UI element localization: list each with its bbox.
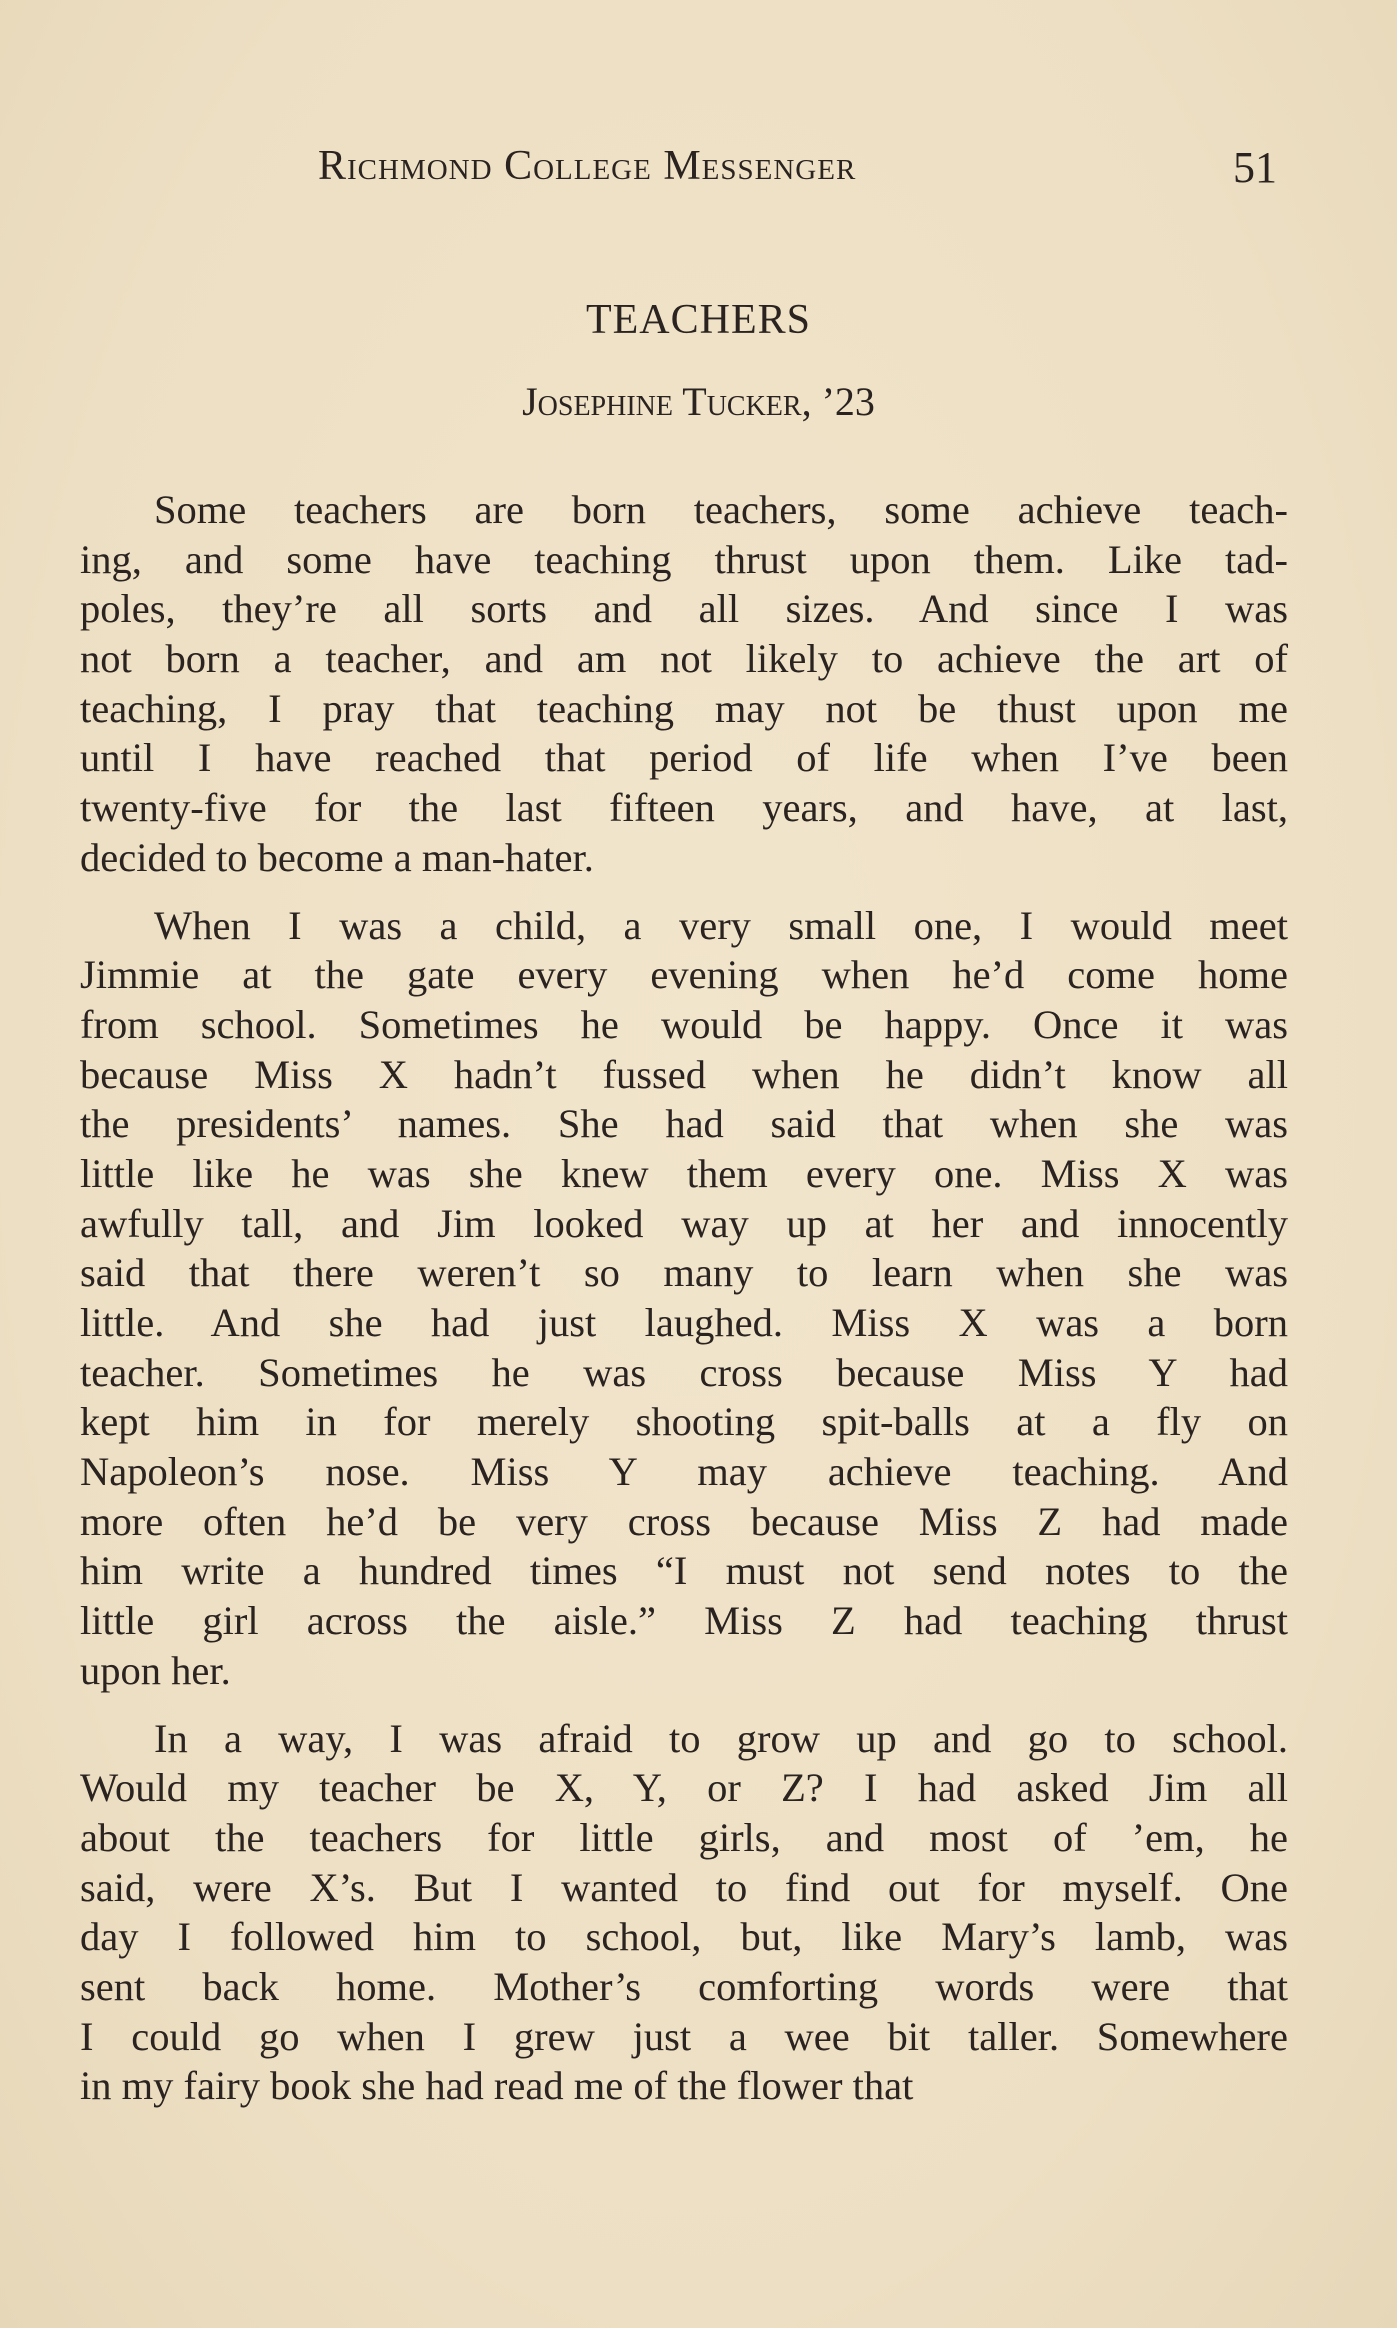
text-line: said that there weren’t so many to learn when she was xyxy=(80,1250,1288,1296)
text-line: Some teachers are born teachers, some achieve teach- xyxy=(154,487,1288,532)
text-line: because Miss X hadn’t fussed when he didn’t know all xyxy=(80,1051,1288,1097)
article-title: TEACHERS xyxy=(585,297,811,343)
text-line: until I have reached that period of life when I’ve been xyxy=(80,735,1288,781)
text-line: decided to become a man-hater. xyxy=(80,834,594,880)
text-line: Napoleon’s nose. Miss Y may achieve teaching. And xyxy=(80,1449,1288,1495)
text-line: Jimmie at the gate every evening when he’d come home xyxy=(80,952,1288,998)
article-author: Josephine Tucker, ’23 xyxy=(522,379,875,424)
paragraph-list xyxy=(80,485,1288,2111)
journal-title: Richmond College Messenger xyxy=(318,143,857,189)
paragraph-gap xyxy=(80,1696,1288,1714)
text-line: teacher. Sometimes he was cross because Miss Y had xyxy=(80,1349,1288,1395)
text-line: day I followed him to school, but, like Mary’s lamb, was xyxy=(80,1914,1288,1960)
text-line: from school. Sometimes he would be happy. Once it was xyxy=(80,1001,1288,1047)
text-line: little girl across the aisle.” Miss Z had teaching thrust xyxy=(80,1598,1288,1644)
text-line: about the teachers for little girls, and most of ’em, he xyxy=(80,1814,1288,1860)
text-line: upon her. xyxy=(80,1647,231,1693)
text-line: ing, and some have teaching thrust upon them. Like tad- xyxy=(80,536,1288,582)
text-line: said, were X’s. But I wanted to find out for myself. One xyxy=(80,1864,1288,1910)
text-line: In a way, I was afraid to grow up and go to school. xyxy=(154,1715,1288,1761)
text-line: teaching, I pray that teaching may not be thust upon me xyxy=(80,685,1288,731)
text-line: him write a hundred times “I must not send notes to the xyxy=(80,1548,1288,1594)
text-line: the presidents’ names. She had said that when she was xyxy=(80,1101,1288,1147)
text-line: Would my teacher be X, Y, or Z? I had asked Jim all xyxy=(80,1765,1288,1811)
text-line: kept him in for merely shooting spit-balls at a fly on xyxy=(80,1399,1288,1445)
paragraph xyxy=(80,1714,1288,2112)
text-line: When I was a child, a very small one, I would meet xyxy=(154,902,1288,948)
article-body xyxy=(80,485,1288,2111)
text-line: little like he was she knew them every one. Miss X was xyxy=(80,1150,1288,1196)
paragraph-gap xyxy=(80,883,1288,901)
text-line: awfully tall, and Jim looked way up at her and innocently xyxy=(80,1200,1288,1246)
text-line: I could go when I grew just a wee bit taller. Somewhere xyxy=(80,2013,1288,2059)
text-line: sent back home. Mother’s comforting words were that xyxy=(80,1963,1288,2009)
text-line: twenty-five for the last fifteen years, and have, at last, xyxy=(80,785,1288,831)
text-line: more often he’d be very cross because Miss Z had made xyxy=(80,1498,1288,1544)
text-line: poles, they’re all sorts and all sizes. And since I was xyxy=(80,586,1288,632)
paragraph xyxy=(80,901,1288,1696)
text-line: little. And she had just laughed. Miss X was a born xyxy=(80,1300,1288,1345)
paragraph xyxy=(80,485,1288,883)
text-line: not born a teacher, and am not likely to achieve the art of xyxy=(80,636,1288,682)
page-number: 51 xyxy=(1233,143,1277,192)
text-line: in my fairy book she had read me of the flower that xyxy=(80,2063,914,2109)
running-head xyxy=(0,142,1397,202)
